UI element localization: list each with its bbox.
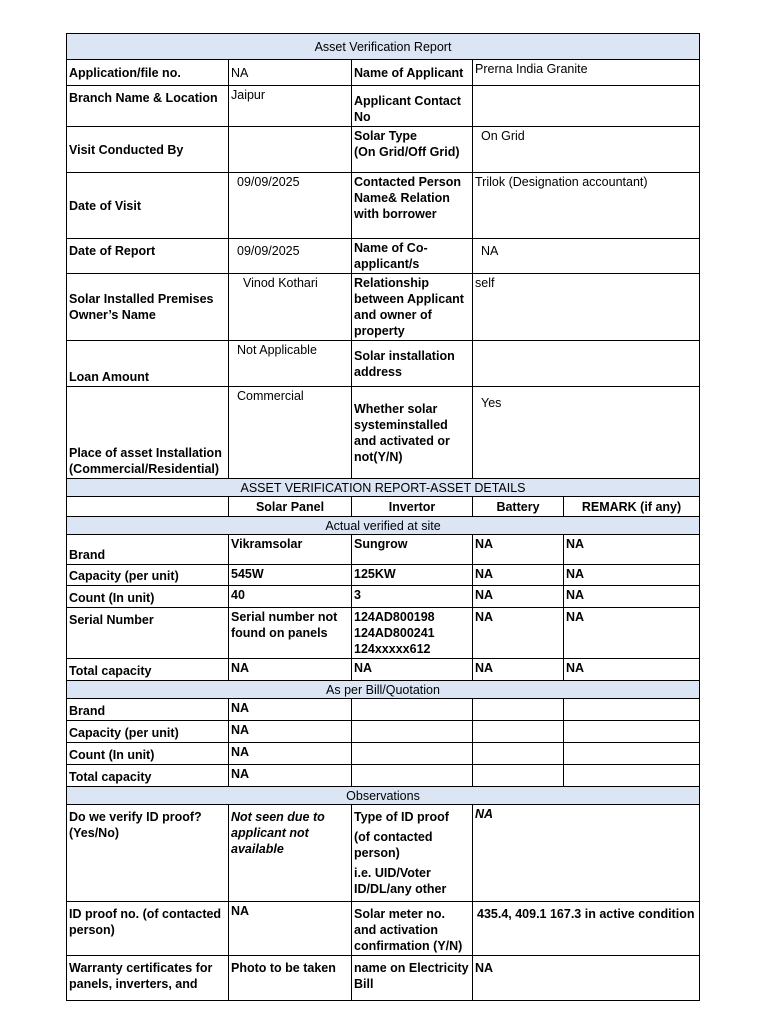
site-section-title: Actual verified at site: [67, 517, 700, 535]
bill-total-battery: [473, 765, 564, 787]
bill-brand-battery: [473, 699, 564, 721]
site-count-remark: NA: [564, 586, 700, 608]
bill-brand-remark: [564, 699, 700, 721]
site-brand-label: Brand: [67, 535, 229, 565]
contacted-person-value: Trilok (Designation accountant): [473, 173, 700, 239]
bill-section-title: As per Bill/Quotation: [67, 681, 700, 699]
date-visit-label: Date of Visit: [67, 173, 229, 239]
loan-amount-value: Not Applicable: [229, 341, 352, 387]
bill-count-label: Count (In unit): [67, 743, 229, 765]
id-no-label: ID proof no. (of contacted person): [67, 902, 229, 956]
id-type-label: [352, 805, 473, 902]
applicant-contact-label: Applicant Contact No: [352, 86, 473, 127]
relationship-value: self: [473, 274, 700, 341]
bill-total-remark: [564, 765, 700, 787]
site-serial-label: Serial Number: [67, 608, 229, 659]
site-capacity-remark: NA: [564, 565, 700, 586]
application-label: Application/file no.: [67, 60, 229, 86]
electricity-value: NA: [473, 956, 700, 1001]
date-visit-value: 09/09/2025: [229, 173, 352, 239]
report-title: Asset Verification Report: [67, 34, 700, 60]
site-total-label: Total capacity: [67, 659, 229, 681]
meter-value: [473, 902, 700, 956]
id-verify-value: Not seen due to applicant not available: [229, 805, 352, 902]
visit-by-value: [229, 127, 352, 173]
id-verify-label: Do we verify ID proof? (Yes/No): [67, 805, 229, 902]
place-value: Commercial: [229, 387, 352, 479]
solar-address-value: [473, 341, 700, 387]
date-report-value: 09/09/2025: [229, 239, 352, 274]
branch-value: Jaipur: [229, 86, 352, 127]
serial-line-2: 124AD800241: [354, 626, 435, 640]
bill-brand-label: Brand: [67, 699, 229, 721]
site-total-panel: NA: [229, 659, 352, 681]
coapplicant-value: NA: [473, 239, 700, 274]
site-total-remark: NA: [564, 659, 700, 681]
site-count-battery: NA: [473, 586, 564, 608]
bill-brand-panel: NA: [229, 699, 352, 721]
site-capacity-panel: 545W: [229, 565, 352, 586]
id-type-label-1: Type of ID proof: [354, 810, 449, 824]
bill-total-label: Total capacity: [67, 765, 229, 787]
bill-capacity-remark: [564, 721, 700, 743]
date-report-label: Date of Report: [67, 239, 229, 274]
id-type-label-3: i.e. UID/Voter ID/DL/any other: [354, 866, 447, 896]
visit-by-label: Visit Conducted By: [67, 127, 229, 173]
id-type-label-2: (of contacted person): [354, 830, 433, 860]
branch-label: Branch Name & Location: [67, 86, 229, 127]
premises-owner-value: Vinod Kothari: [229, 274, 352, 341]
solar-type-label-2: (On Grid/Off Grid): [354, 145, 460, 159]
observations-title: Observations: [67, 787, 700, 805]
bill-capacity-invertor: [352, 721, 473, 743]
bill-count-battery: [473, 743, 564, 765]
column-empty: [67, 497, 229, 517]
warranty-label: Warranty certificates for panels, inverters, and: [67, 956, 229, 1001]
application-value: NA: [229, 60, 352, 86]
id-type-value: NA: [473, 805, 700, 902]
meter-label: Solar meter no. and activation confirmation (Y/N): [352, 902, 473, 956]
site-brand-battery: NA: [473, 535, 564, 565]
site-serial-invertor: [352, 608, 473, 659]
column-battery: Battery: [473, 497, 564, 517]
loan-amount-label: Loan Amount: [67, 341, 229, 387]
solar-type-label-1: Solar Type: [354, 129, 417, 143]
site-total-battery: NA: [473, 659, 564, 681]
relationship-label: Relationship between Applicant and owner of property: [352, 274, 473, 341]
bill-count-remark: [564, 743, 700, 765]
contacted-person-label: Contacted Person Name& Relation with borrower: [352, 173, 473, 239]
site-capacity-invertor: 125KW: [352, 565, 473, 586]
id-no-value: NA: [229, 902, 352, 956]
asset-details-title: ASSET VERIFICATION REPORT-ASSET DETAILS: [67, 479, 700, 497]
coapplicant-label: Name of Co-applicant/s: [352, 239, 473, 274]
site-brand-remark: NA: [564, 535, 700, 565]
applicant-name-value: Prerna India Granite: [473, 60, 700, 86]
applicant-contact-value: [473, 86, 700, 127]
asset-verification-table: [66, 33, 700, 1001]
site-serial-remark: NA: [564, 608, 700, 659]
site-serial-panel: Serial number not found on panels: [229, 608, 352, 659]
bill-capacity-battery: [473, 721, 564, 743]
column-remark: REMARK (if any): [564, 497, 700, 517]
site-brand-invertor: Sungrow: [352, 535, 473, 565]
site-brand-panel: Vikramsolar: [229, 535, 352, 565]
column-solar-panel: Solar Panel: [229, 497, 352, 517]
applicant-name-label: Name of Applicant: [352, 60, 473, 86]
bill-total-panel: NA: [229, 765, 352, 787]
solar-type-label: [352, 127, 473, 173]
column-invertor: Invertor: [352, 497, 473, 517]
bill-count-invertor: [352, 743, 473, 765]
serial-line-3: 124xxxxx612: [354, 642, 431, 656]
premises-owner-label: Solar Installed Premises Owner’s Name: [67, 274, 229, 341]
solar-type-value: On Grid: [473, 127, 700, 173]
site-count-panel: 40: [229, 586, 352, 608]
bill-brand-invertor: [352, 699, 473, 721]
site-serial-battery: NA: [473, 608, 564, 659]
electricity-label: name on Electricity Bill: [352, 956, 473, 1001]
solar-address-label: Solar installation address: [352, 341, 473, 387]
bill-total-invertor: [352, 765, 473, 787]
bill-count-panel: NA: [229, 743, 352, 765]
site-total-invertor: NA: [352, 659, 473, 681]
place-label: Place of asset Installation (Commercial/Residential): [67, 387, 229, 479]
serial-line-1: 124AD800198: [354, 610, 435, 624]
site-capacity-battery: NA: [473, 565, 564, 586]
bill-capacity-panel: NA: [229, 721, 352, 743]
activated-label: Whether solar systeminstalled and activated or not(Y/N): [352, 387, 473, 479]
warranty-value: Photo to be taken: [229, 956, 352, 1001]
bill-capacity-label: Capacity (per unit): [67, 721, 229, 743]
site-count-invertor: 3: [352, 586, 473, 608]
site-capacity-label: Capacity (per unit): [67, 565, 229, 586]
site-count-label: Count (In unit): [67, 586, 229, 608]
activated-value: Yes: [473, 387, 700, 479]
meter-value-text: 435.4, 409.1 167.3 in active condition: [477, 907, 695, 921]
